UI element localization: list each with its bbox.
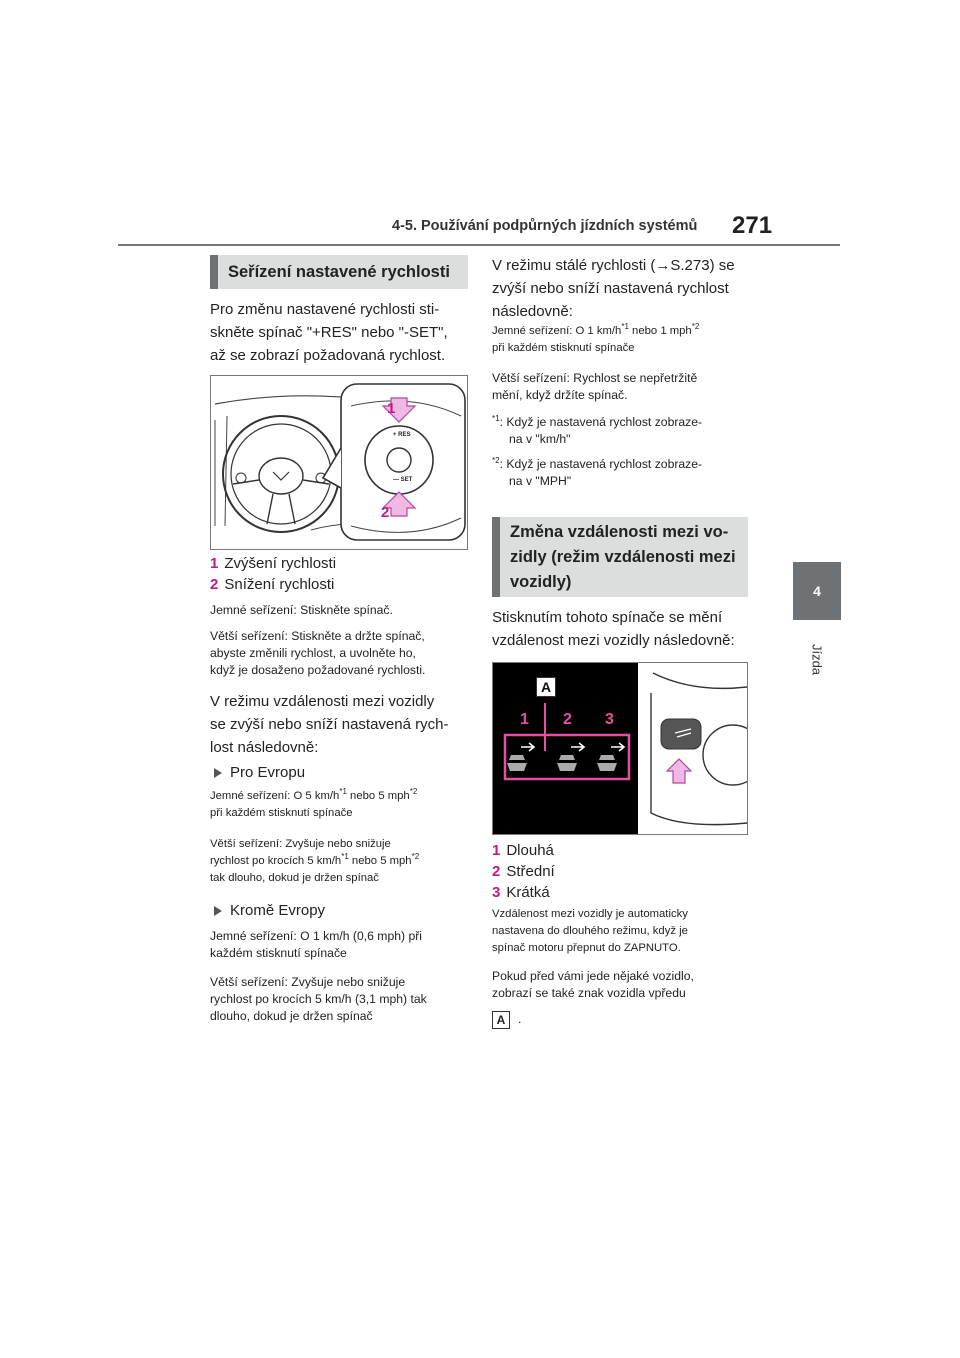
list-item [210, 574, 336, 595]
steering-wheel-illustration [210, 375, 468, 550]
text-line: při každém stisknutí spínače [210, 807, 353, 819]
intro-line: skněte spínač "+RES" nebo "-SET", [210, 324, 448, 341]
text-line: následovně: [492, 303, 573, 320]
text-run: rychlost po krocích 5 km/h [210, 855, 342, 867]
text-line [492, 414, 702, 431]
text-line: Stisknutím tohoto spínače se mění [492, 609, 723, 626]
distance-items [492, 840, 555, 903]
text-run: : Když je nastavená rychlost zobraze- [499, 457, 703, 471]
callout-A: A [536, 677, 556, 697]
footnote-mark: *1 [341, 852, 349, 862]
cruise-fine-text [492, 323, 699, 357]
arrow-icon: → [655, 257, 671, 274]
europe-coarse-text [210, 836, 419, 887]
footnote-mark: *1 [621, 322, 629, 332]
text-run: S.273) se [670, 257, 735, 274]
auto-long-text [492, 906, 688, 957]
text-line: se zvýší nebo sníží nastavená rych- [210, 716, 449, 733]
chapter-label [790, 628, 844, 688]
footnote-mark: *2 [409, 787, 418, 797]
text-run: Jemné seřízení: O 1 km/h [492, 325, 622, 337]
heading-line: vozidly) [510, 573, 572, 591]
text-line: Větší seřízení: Rychlost se nepřetržitě [492, 371, 698, 385]
text-line: zobrazí se také znak vozidla vpředu [492, 986, 686, 1000]
distance-intro [492, 606, 735, 652]
item-text: Dlouhá [506, 842, 554, 859]
subheading-text: Kromě Evropy [230, 902, 326, 919]
footnote-mark: *1 [339, 787, 347, 797]
text-line: tak dlouho, dokud je držen spínač [210, 872, 379, 884]
text-line: Větší seřízení: Stiskněte a držte spínač, [210, 629, 425, 643]
text-line: na v "km/h" [509, 432, 571, 446]
other-coarse-text [210, 974, 427, 1025]
text-line: rychlost po krocích 5 km/h (3,1 mph) tak [210, 992, 427, 1006]
text-line: každém stisknutí spínače [210, 946, 347, 960]
cruise-coarse-text [492, 370, 697, 404]
text-line [210, 853, 419, 870]
text-line: abyste změnili rychlost, a uvolněte ho, [210, 646, 416, 660]
heading-line: zidly (režim vzdálenosti mezi [510, 548, 736, 566]
item-number: 2 [210, 576, 219, 593]
text-line: Vzdálenost mezi vozidly je automaticky [492, 908, 688, 920]
text-line: na v "MPH" [509, 474, 572, 488]
section-heading-set-speed: Seřízení nastavené rychlosti [210, 255, 468, 289]
text-line: Jemné seřízení: O 1 km/h (0,6 mph) při [210, 929, 423, 943]
text-line: vzdálenost mezi vozidly následovně: [492, 632, 735, 649]
text-line: lost následovně: [210, 739, 319, 756]
footnote-mark: *2 [411, 852, 420, 862]
distance-switch-illustration [492, 662, 748, 835]
figure-label-1: 1 [387, 400, 396, 417]
triangle-bullet-icon [214, 768, 222, 778]
text-line: zvýší nebo sníží nastavená rychlost [492, 280, 729, 297]
distance-mode-text [210, 690, 448, 759]
subheading-text: Pro Evropu [230, 764, 306, 781]
text-line: když je dosaženo požadované rychlosti. [210, 663, 426, 677]
item-text: Střední [506, 863, 555, 880]
footnote-1 [492, 414, 702, 448]
text-line: Pokud před vámi jede nějaké vozidlo, [492, 969, 694, 983]
page-number: 271 [732, 212, 773, 239]
other-heading [214, 900, 325, 922]
europe-fine-text [210, 788, 417, 822]
text-run: nebo 5 mph [346, 790, 410, 802]
coarse-adjust-text [210, 628, 425, 679]
list-item [492, 882, 555, 903]
footnote-mark: *2 [691, 322, 700, 332]
set-label: — SET [393, 477, 413, 483]
text-run: . [518, 1012, 522, 1027]
item-text: Snížení rychlosti [224, 576, 335, 593]
text-run: nebo 5 mph [348, 855, 412, 867]
footnote-2 [492, 456, 702, 490]
footnote-mark: *2 [492, 455, 500, 465]
text-run: Jemné seřízení: O 5 km/h [210, 790, 340, 802]
list-item [492, 840, 555, 861]
vehicle-mark-line [492, 1011, 521, 1029]
header-rule [118, 244, 840, 246]
text-line: dlouho, dokud je držen spínač [210, 1009, 373, 1023]
text-run: nebo 1 mph [628, 325, 692, 337]
section-heading-distance [492, 517, 748, 597]
item-number: 2 [492, 863, 501, 880]
callout-A-inline: A [492, 1011, 510, 1029]
vehicle-ahead-text [492, 968, 694, 1002]
text-line [492, 254, 735, 277]
text-line [492, 323, 699, 340]
chapter-label-text: Jízda [809, 643, 825, 676]
figure-num-1: 1 [520, 711, 529, 728]
figure-label-2: 2 [381, 504, 390, 521]
item-number: 3 [492, 884, 501, 901]
item-number: 1 [492, 842, 501, 859]
chapter-tab: 4 [793, 562, 841, 620]
text-line: při každém stisknutí spínače [492, 342, 635, 354]
text-line: Větší seřízení: Zvyšuje nebo snižuje [210, 838, 391, 850]
figure-num-3: 3 [605, 711, 614, 728]
text-line: V režimu vzdálenosti mezi vozidly [210, 693, 435, 710]
list-item [492, 861, 555, 882]
set-speed-items [210, 553, 336, 595]
other-fine-text [210, 928, 422, 962]
text-line [210, 788, 417, 805]
item-text: Krátká [506, 884, 550, 901]
intro-line: Pro změnu nastavené rychlosti sti- [210, 301, 440, 318]
res-label: + RES [393, 432, 411, 438]
text-line [492, 456, 702, 473]
text-run: : Když je nastavená rychlost zobraze- [499, 415, 703, 429]
item-text: Zvýšení rychlosti [224, 555, 337, 572]
item-number: 1 [210, 555, 219, 572]
intro-line: až se zobrazí požadovaná rychlost. [210, 347, 446, 364]
set-speed-intro [210, 298, 472, 367]
text-line: Větší seřízení: Zvyšuje nebo snižuje [210, 975, 406, 989]
steering-wheel-drawing [211, 376, 467, 549]
triangle-bullet-icon [214, 906, 222, 916]
footnote-mark: *1 [492, 413, 500, 423]
cruise-mode-text [492, 254, 735, 323]
text-line: mění, když držíte spínač. [492, 388, 628, 402]
heading-line: Změna vzdálenosti mezi vo- [510, 523, 729, 541]
distance-drawing [493, 663, 747, 834]
text-line: spínač motoru přepnut do ZAPNUTO. [492, 942, 681, 954]
text-run: V režimu stálé rychlosti ( [492, 257, 656, 274]
text-line: nastavena do dlouhého režimu, když je [492, 925, 688, 937]
fine-adjust-text: Jemné seřízení: Stiskněte spínač. [210, 603, 393, 617]
running-header: 4-5. Používání podpůrných jízdních systémů [392, 218, 698, 234]
figure-num-2: 2 [563, 711, 572, 728]
list-item [210, 553, 336, 574]
europe-heading [214, 762, 305, 784]
